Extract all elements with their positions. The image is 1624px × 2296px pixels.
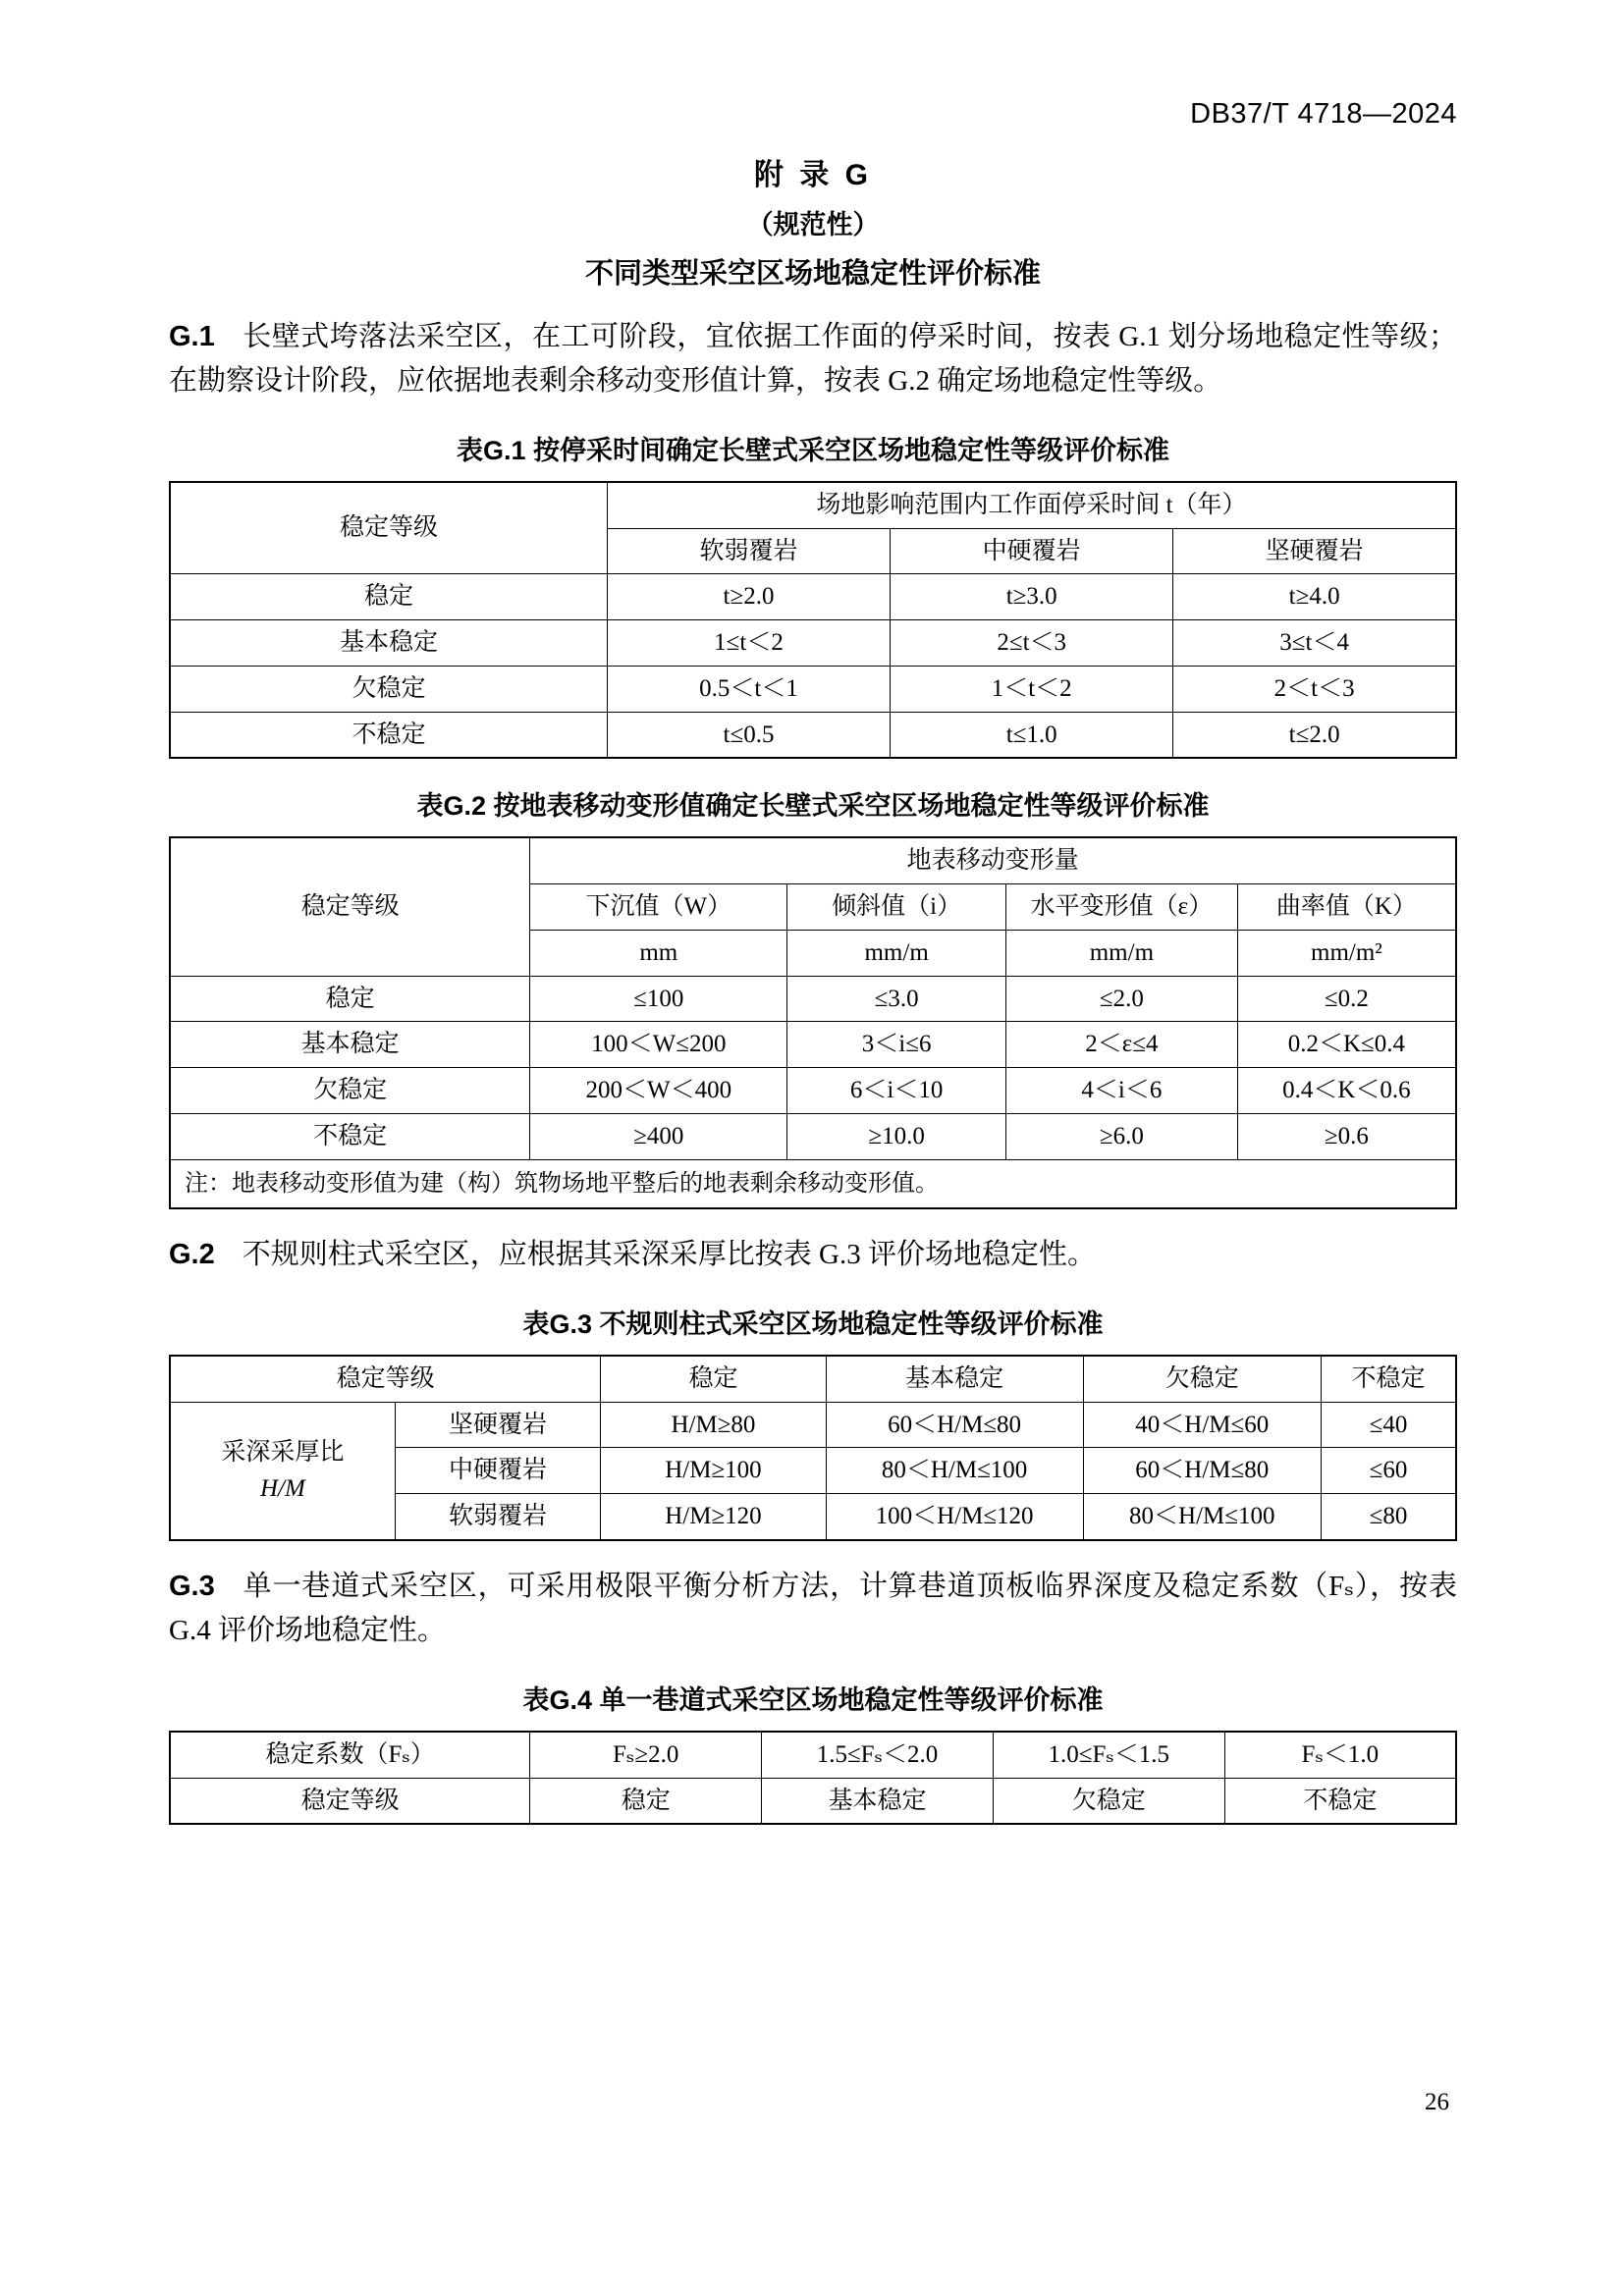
table-cell: 基本稳定: [170, 620, 607, 667]
table-cell: 2≤t＜3: [891, 620, 1173, 667]
table-cell: 0.4＜K＜0.6: [1237, 1068, 1456, 1114]
table-row: [170, 1402, 1456, 1448]
clause-g3: [169, 1565, 1457, 1653]
table-g4-caption: 表G.4 单一巷道式采空区场地稳定性等级评价标准: [522, 1684, 1104, 1715]
table-cell: ≥6.0: [1005, 1113, 1237, 1159]
table-cell: 80＜H/M≤100: [826, 1448, 1083, 1494]
table-cell: 100＜W≤200: [530, 1022, 787, 1068]
table-cell: ≤0.2: [1237, 976, 1456, 1022]
table-header-cell: 坚硬覆岩: [1173, 528, 1456, 574]
table-cell: 基本稳定: [762, 1778, 994, 1824]
table-header-cell: 场地影响范围内工作面停采时间 t（年）: [607, 482, 1456, 528]
table-cell: 1＜t＜2: [891, 666, 1173, 712]
table-cell: 2＜ε≤4: [1005, 1022, 1237, 1068]
table-cell: H/M≥80: [601, 1402, 826, 1448]
table-g1-caption: 表G.1 按停采时间确定长壁式采空区场地稳定性等级评价标准: [456, 435, 1170, 465]
appendix-subject: 不同类型采空区场地稳定性评价标准: [584, 258, 1041, 290]
appendix-title-block: [169, 150, 1457, 292]
table-cell: H/M≥120: [601, 1494, 826, 1540]
clause-g3-number: G.3: [169, 1570, 215, 1602]
table-cell: 0.5＜t＜1: [607, 666, 890, 712]
table-cell: 稳定: [530, 1778, 762, 1824]
table-header-row: [170, 482, 1456, 528]
table-row: [170, 620, 1456, 667]
table-cell: ≤100: [530, 976, 787, 1022]
table-unit-cell: mm: [530, 930, 787, 976]
table-header-cell: 水平变形值（ε）: [1005, 884, 1237, 931]
table-cell: 欠稳定: [170, 1068, 530, 1114]
appendix-heading: 附 录 G: [753, 159, 872, 191]
table-row: [170, 574, 1456, 620]
table-header-cell: 欠稳定: [1083, 1356, 1321, 1402]
table-cell: 0.2＜K≤0.4: [1237, 1022, 1456, 1068]
table-header-cell: 软弱覆岩: [607, 528, 890, 574]
table-note: 注：地表移动变形值为建（构）筑物场地平整后的地表剩余移动变形值。: [170, 1159, 1456, 1208]
table-unit-cell: mm/m: [1005, 930, 1237, 976]
table-header-cell: 基本稳定: [826, 1356, 1083, 1402]
table-cell: t≤2.0: [1173, 712, 1456, 758]
table-cell: 稳定: [170, 574, 607, 620]
table-header-cell: 稳定等级: [170, 482, 607, 574]
table-row: [170, 976, 1456, 1022]
table-note-row: [170, 1159, 1456, 1208]
table-cell: 40＜H/M≤60: [1083, 1402, 1321, 1448]
table-row: [170, 1022, 1456, 1068]
table-cell: 1.5≤Fₛ＜2.0: [762, 1732, 994, 1778]
table-row: [170, 1732, 1456, 1778]
table-g2-caption: 表G.2 按地表移动变形值确定长壁式采空区场地稳定性等级评价标准: [416, 791, 1210, 822]
table-cell: ≥10.0: [787, 1113, 1006, 1159]
table-cell: t≤0.5: [607, 712, 890, 758]
table-cell: ≤40: [1321, 1402, 1456, 1448]
table-cell: ≤60: [1321, 1448, 1456, 1494]
table-cell: 欠稳定: [170, 666, 607, 712]
table-g4: [169, 1731, 1457, 1826]
table-header-cell: 中硬覆岩: [891, 528, 1173, 574]
table-cell: 60＜H/M≤80: [826, 1402, 1083, 1448]
clause-g2: [169, 1233, 1457, 1277]
table-g1: [169, 481, 1457, 760]
table-header-cell: 稳定等级: [170, 1778, 530, 1824]
table-header-cell: 地表移动变形量: [530, 837, 1456, 883]
table-header-row: [170, 837, 1456, 883]
table-cell: 欠稳定: [993, 1778, 1224, 1824]
table-cell: 60＜H/M≤80: [1083, 1448, 1321, 1494]
rowgroup-label: 采深采厚比: [221, 1438, 345, 1466]
table-cell: Fₛ＜1.0: [1224, 1732, 1456, 1778]
table-header-cell: 稳定等级: [170, 837, 530, 976]
table-header-row: [170, 1356, 1456, 1402]
table-cell: ≤2.0: [1005, 976, 1237, 1022]
table-header-cell: 下沉值（W）: [530, 884, 787, 931]
table-row: [170, 712, 1456, 758]
table-cell: 1≤t＜2: [607, 620, 890, 667]
clause-g1-number: G.1: [169, 321, 215, 352]
table-row: [170, 1778, 1456, 1824]
table-unit-cell: mm/m: [787, 930, 1006, 976]
table-cell: 稳定: [170, 976, 530, 1022]
table-cell: 坚硬覆岩: [395, 1402, 601, 1448]
table-cell: H/M≥100: [601, 1448, 826, 1494]
table-cell: 1.0≤Fₛ＜1.5: [993, 1732, 1224, 1778]
table-cell: ≥0.6: [1237, 1113, 1456, 1159]
table-cell: 6＜i＜10: [787, 1068, 1006, 1114]
table-cell: 100＜H/M≤120: [826, 1494, 1083, 1540]
table-cell: 基本稳定: [170, 1022, 530, 1068]
table-row: [170, 666, 1456, 712]
table-g2: [169, 836, 1457, 1209]
table-header-cell: 稳定等级: [170, 1356, 601, 1402]
table-cell: ≤3.0: [787, 976, 1006, 1022]
appendix-normative-label: （规范性）: [746, 210, 880, 240]
table-cell: t≤1.0: [891, 712, 1173, 758]
clause-g1: [169, 315, 1457, 403]
table-rowgroup-cell: [170, 1402, 395, 1540]
table-cell: 不稳定: [170, 1113, 530, 1159]
table-cell: 3＜i≤6: [787, 1022, 1006, 1068]
table-cell: t≥4.0: [1173, 574, 1456, 620]
table-header-cell: 倾斜值（i）: [787, 884, 1006, 931]
clause-g2-number: G.2: [169, 1239, 215, 1271]
table-row: [170, 1068, 1456, 1114]
table-cell: t≥2.0: [607, 574, 890, 620]
table-cell: 中硬覆岩: [395, 1448, 601, 1494]
table-header-cell: 不稳定: [1321, 1356, 1456, 1402]
table-cell: 不稳定: [170, 712, 607, 758]
doc-code: DB37/T 4718—2024: [1190, 98, 1457, 130]
table-cell: 200＜W＜400: [530, 1068, 787, 1114]
clause-g2-text: 不规则柱式采空区，应根据其采深采厚比按表 G.3 评价场地稳定性。: [242, 1239, 1096, 1271]
clause-g3-text: 单一巷道式采空区，可采用极限平衡分析方法，计算巷道顶板临界深度及稳定系数（Fₛ），按表 G.4 评价场地稳定性。: [169, 1570, 1457, 1646]
table-cell: 4＜i＜6: [1005, 1068, 1237, 1114]
table-cell: Fₛ≥2.0: [530, 1732, 762, 1778]
table-header-cell: 稳定系数（Fₛ）: [170, 1732, 530, 1778]
table-cell: 不稳定: [1224, 1778, 1456, 1824]
table-cell: 软弱覆岩: [395, 1494, 601, 1540]
table-g3: [169, 1355, 1457, 1541]
table-header-cell: 稳定: [601, 1356, 826, 1402]
table-row: [170, 1113, 1456, 1159]
table-cell: 3≤t＜4: [1173, 620, 1456, 667]
clause-g1-text: 长壁式垮落法采空区，在工可阶段，宜依据工作面的停采时间，按表 G.1 划分场地稳定性等级；在勘察设计阶段，应依据地表剩余移动变形值计算，按表 G.2 确定场地稳定性等级。: [169, 321, 1457, 397]
table-cell: ≤80: [1321, 1494, 1456, 1540]
table-unit-cell: mm/m²: [1237, 930, 1456, 976]
table-cell: ≥400: [530, 1113, 787, 1159]
table-g3-caption: 表G.3 不规则柱式采空区场地稳定性等级评价标准: [522, 1308, 1104, 1339]
table-cell: 80＜H/M≤100: [1083, 1494, 1321, 1540]
page-number: 26: [1425, 2089, 1449, 2115]
table-cell: 2＜t＜3: [1173, 666, 1456, 712]
table-cell: t≥3.0: [891, 574, 1173, 620]
rowgroup-symbol: H/M: [259, 1475, 305, 1503]
table-header-cell: 曲率值（K）: [1237, 884, 1456, 931]
